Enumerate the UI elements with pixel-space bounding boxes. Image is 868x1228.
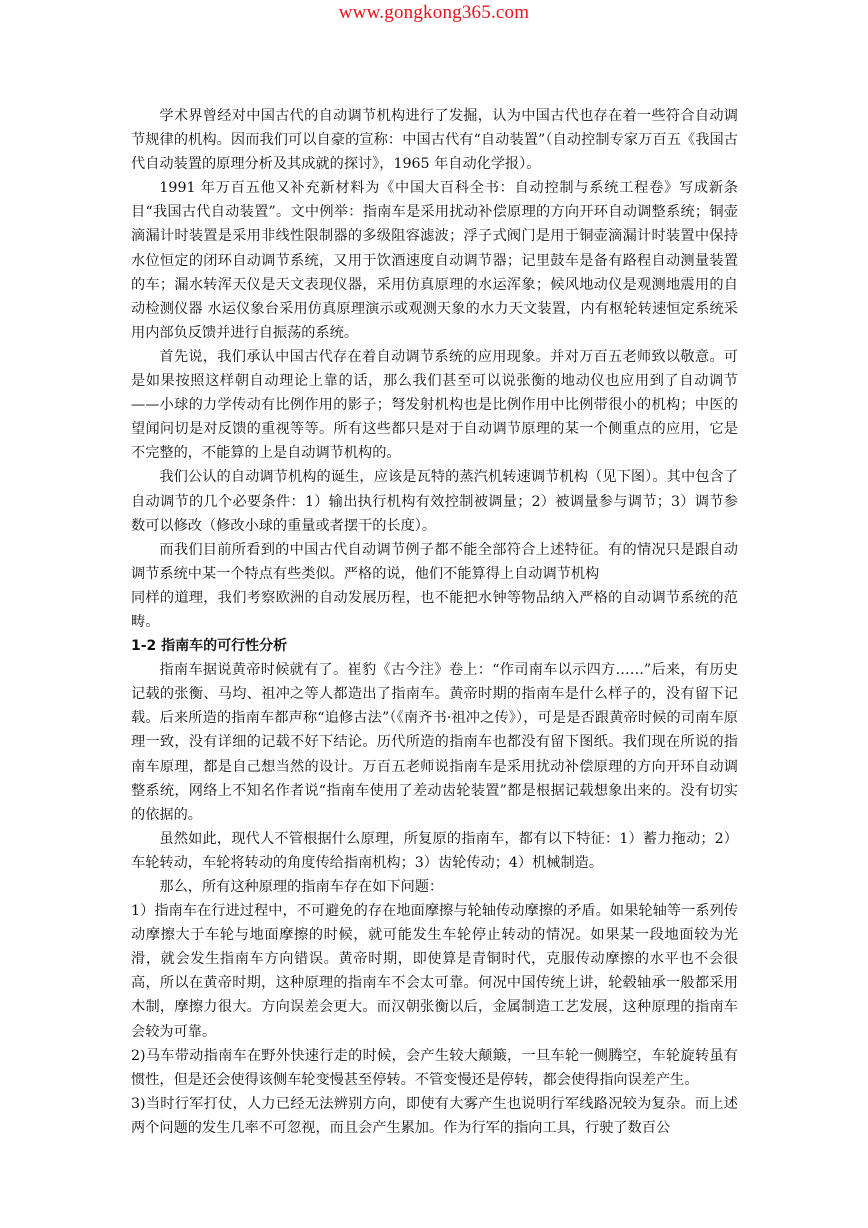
paragraph-europe: 同样的道理，我们考察欧洲的自动发展历程，也不能把水钟等物品纳入严格的自动调节系统的范畴。 — [131, 589, 738, 630]
paragraph-problem-1: 1）指南车在行进过程中，不可避免的存在地面摩擦与轮轴传动摩擦的矛盾。如果轮轴等一系列传动摩擦大于车轮与地面摩擦的时候，就可能发生车轮停止转动的情况。如果某一段地面较为光滑，就会发生指南车方向错误。黄帝时期，即使算是青铜时代，克服传动摩擦的水平也不会很高，所以在黄帝时期，这种原理的指南车不会太可靠。何况中国传统上讲，轮毂轴承一般都采用木制，摩擦力很大。方向误差会更大。而汉朝张衡以后，金属制造工艺发展，这种原理的指南车会较为可靠。 — [131, 903, 738, 1040]
paragraph-first: 首先说，我们承认中国古代存在着自动调节系统的应用现象。并对万百五老师致以敬意。可是如果按照这样朝自动理论上靠的话，那么我们甚至可以说张衡的地动仪也应用到了自动调节——小球的力学传动有比例作用的影子；弩发射机构也是比例作用中比例带很小的机构；中医的望闻问切是对反馈的重视等等。所有这些都只是对于自动调节原理的某一个侧重点的应用，它是不完整的，不能算的上是自动调节机构的。 — [131, 348, 738, 462]
paragraph-problem-2: 2)马车带动指南车在野外快速行走的时候，会产生较大颠簸，一旦车轮一侧腾空，车轮旋转虽有惯性，但是还会使得该侧车轮变慢甚至停转。不管变慢还是停转，都会使得指向误差产生。 — [131, 1047, 738, 1088]
paragraph-watt: 我们公认的自动调节机构的诞生，应该是瓦特的蒸汽机转速调节机构（见下图）。其中包含了自动调节的几个必要条件：1）输出执行机构有效控制被调量；2）被调量参与调节；3）调节参数可以修改（修改小球的重量或者摆干的长度）。 — [131, 469, 738, 534]
paragraph-ancient-examples: 而我们目前所看到的中国古代自动调节例子都不能全部符合上述特征。有的情况只是跟自动调节系统中某一个特点有些类似。严格的说，他们不能算得上自动调节机构 — [131, 541, 738, 582]
paragraph-intro: 学术界曾经对中国古代的自动调节机构进行了发掘，认为中国古代也存在着一些符合自动调节规律的机构。因而我们可以自豪的宣称：中国古代有“自动装置”（自动控制专家万百五《我国古代自动装置的原理分析及其成就的探讨》，1965 年自动化学报）。 — [131, 108, 738, 173]
paragraph-problem-3: 3)当时行军打仗，人力已经无法辨别方向，即使有大雾产生也说明行军线路况较为复杂。而上述两个问题的发生几率不可忽视，而且会产生累加。作为行军的指向工具，行驶了数百公 — [131, 1095, 738, 1136]
paragraph-1991: 1991 年万百五他又补充新材料为《中国大百科全书：自动控制与系统工程卷》写成新条目“我国古代自动装置”。文中例举：指南车是采用扰动补偿原理的方向开环自动调整系统；铜壶滴漏计时装置是采用非线性限制器的多级阻容滤波；浮子式阀门是用于铜壶滴漏计时装置中保持水位恒定的闭环自动调节系统，又用于饮酒速度自动调节器；记里鼓车是备有路程自动测量装置的车；漏水转浑天仪是天文表现仪器，采用仿真原理的水运浑象；候风地动仪是观测地震用的自动检测仪器 水运仪象台采用仿真原理演示或观测天象的水力天文装置，内有枢轮转速恒定系统采用内部负反馈并进行自振荡的系统。 — [131, 180, 738, 341]
document-body — [131, 104, 738, 1140]
paragraph-south-pointing: 指南车据说黄帝时候就有了。崔豹《古今注》卷上：“作司南车以示四方……”后来，有历史记载的张衡、马均、祖冲之等人都造出了指南车。黄帝时期的指南车是什么样子的，没有留下记载。后来所造的指南车都声称“追修古法”（《南齐书·祖冲之传》），可是是否跟黄帝时候的司南车原理一致，没有详细的记载不好下结论。历代所造的指南车也都没有留下图纸。我们现在所说的指南车原理，都是自己想当然的设计。万百五老师说指南车是采用扰动补偿原理的方向开环自动调整系统，网络上不知名作者说“指南车使用了差动齿轮装置”都是根据记载想象出来的。没有切实的依据的。 — [131, 662, 738, 823]
paragraph-problems-intro: 那么，所有这种原理的指南车存在如下问题： — [159, 879, 444, 895]
paragraph-features: 虽然如此，现代人不管根据什么原理，所复原的指南车，都有以下特征：1）蓄力拖动；2）车轮转动，车轮将转动的角度传给指南机构；3）齿轮传动；4）机械制造。 — [131, 830, 738, 871]
site-url-header: www.gongkong365.com — [338, 2, 530, 23]
section-heading: 1-2 指南车的可行性分析 — [131, 638, 288, 655]
